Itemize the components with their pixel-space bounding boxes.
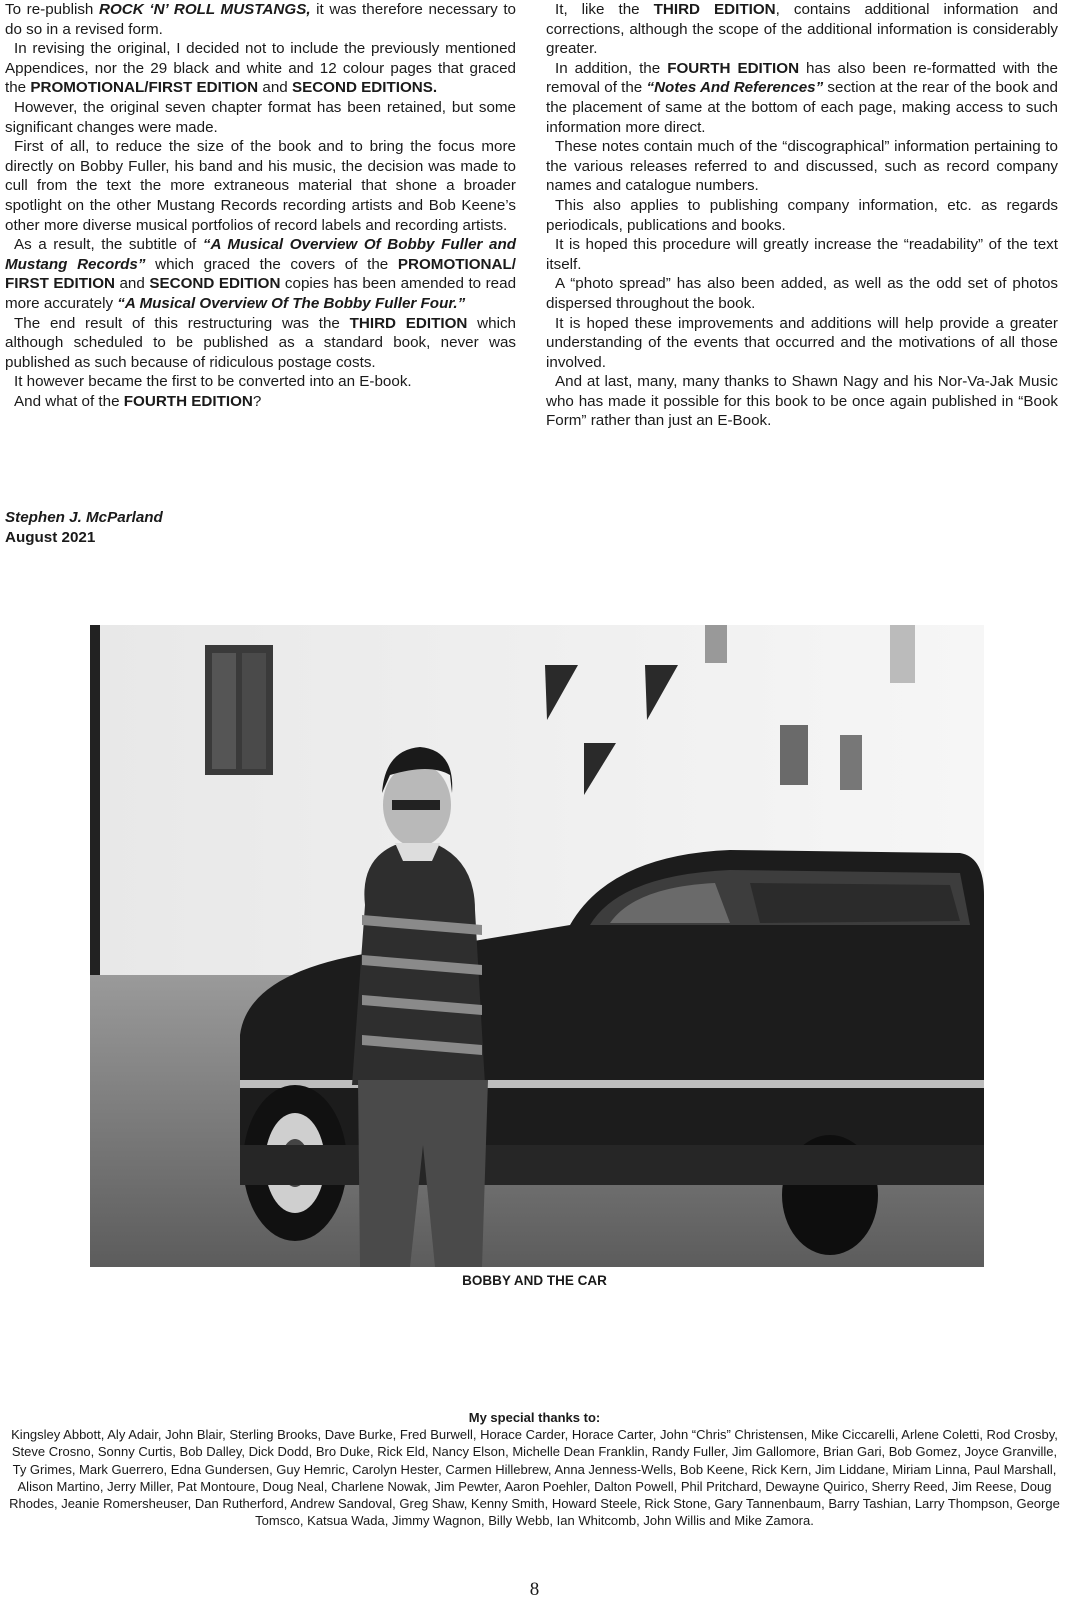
edition-name: THIRD EDITION	[653, 1, 776, 18]
paragraph	[5, 392, 516, 412]
page-number: 8	[529, 1579, 540, 1600]
text-run: section at the rear of the book and the placement of same at the bottom of each page, making access to such information more direct.	[546, 79, 1058, 136]
left-text-column	[5, 0, 516, 411]
text-run: And what of the	[14, 392, 124, 410]
paragraph: These notes contain much of the “discographical” information pertaining to the various releases referred to and discussed, such as record company names and catalogue numbers.	[546, 138, 1058, 195]
text-run: ?	[252, 392, 262, 410]
edition-name: FOURTH EDITION	[667, 59, 800, 77]
text-run: which graced the covers of the	[145, 255, 398, 273]
text-run: To re-publish	[5, 1, 100, 18]
edition-name: THIRD EDITION	[349, 314, 468, 332]
right-text-column	[546, 0, 1058, 431]
thanks-names: Kingsley Abbott, Aly Adair, John Blair, Sterling Brooks, Dave Burke, Fred Burwell, Horace Carder, Horace Carter, John “Chris” Christensen, Mike Ciccarelli, Arlene Coletti, Rod Crosby, Steve Crosno, Sonny Curtis, Bob Dalley, Dick Dodd, Bro Duke, Rick Eld, Nancy Elson, Michelle Dean Franklin, Randy Fuller, Jim Gallomore, Brian Gari, Bob Gomez, Joyce Granville, Ty Grimes, Mark Guerrero, Edna Gundersen, Guy Hemric, Carolyn Hester, Carmen Hillebrew, Anna Jenness-Wells, Bob Keene, Rick Kern, Jim Liddane, Miriam Linna, Paul Marshall, Alison Martino, Jerry Miller, Pat Montoure, Doug Neal, Charlene Nowak, Jim Pewter, Aaron Poehler, Dalton Powell, Phil Pritchard, Dewayne Quirico, Sherry Reed, Jim Reese, Doug Rhodes, Jeanie Romersheuser, Dan Rutherford, Andrew Sandoval, Greg Shaw, Kenny Smith, Howard Steele, Rick Stone, Gary Tannenbaum, Barry Tashian, Larry Thompson, George Tomsco, Katsua Wada, Jimmy Wagnon, Billy Webb, Ian Whitcomb, John Willis and Mike Zamora.	[9, 1427, 1060, 1529]
text-run: which although scheduled to be published as a standard book, never was published as such because of ridiculous postage costs.	[5, 314, 516, 371]
paragraph	[5, 235, 516, 313]
book-title: ROCK ‘N’ ROLL MUSTANGS,	[99, 1, 311, 18]
paragraph: It however became the first to be converted into an E-book.	[14, 373, 412, 391]
paragraph: And at last, many, many thanks to Shawn Nagy and his Nor-Va-Jak Music who has made it possible for this book to be once again published in “Book Form” rather than just an E-Book.	[546, 373, 1058, 430]
author-name: Stephen J. McParland	[5, 509, 163, 526]
paragraph	[546, 0, 1058, 59]
section-title-quote: “Notes And References”	[646, 79, 824, 97]
paragraph	[5, 314, 516, 373]
text-run: In addition, the	[555, 59, 668, 77]
paragraph: However, the original seven chapter format has been retained, but some significant changes were made.	[5, 98, 516, 136]
edition-name: SECOND EDITIONS.	[291, 79, 438, 97]
special-thanks	[8, 1409, 1061, 1529]
edition-name: PROMOTIONAL/FIRST EDITION	[30, 79, 259, 97]
text-run: , contains additional information and corrections, although the scope of the additional information is considerably greater.	[546, 1, 1058, 58]
text-run: In revising the original, I decided not to include the previously mentioned Appendices, nor the 29 black and white and 12 colour pages that graced the	[5, 40, 516, 97]
author-signature	[5, 508, 163, 547]
paragraph: This also applies to publishing company information, etc. as regards periodicals, publications and books.	[546, 196, 1058, 234]
paragraph: First of all, to reduce the size of the book and to bring the focus more directly on Bobby Fuller, his band and his music, the decision was made to cull from the text the more extraneous material that shone a broader spotlight on the other Mustang Records recording artists and Bob Keene’s other more diverse musical portfolios of record labels and recording artists.	[5, 138, 516, 234]
text-run: copies has been amended to read more accurately	[5, 275, 517, 312]
text-run: It, like the	[555, 1, 654, 18]
paragraph	[546, 59, 1058, 137]
paragraph: It is hoped these improvements and additions will help provide a greater understanding of the events that occurred and the motivations of all those involved.	[546, 314, 1058, 371]
text-run: and	[258, 79, 292, 97]
bobby-and-the-car-photo	[90, 625, 984, 1267]
text-run: has also been re-formatted with the removal of the	[546, 59, 1059, 97]
edition-name: SECOND EDITION	[149, 275, 281, 293]
photo-illustration	[90, 625, 984, 1267]
photo-caption: BOBBY AND THE CAR	[462, 1273, 607, 1288]
text-run: and	[114, 275, 150, 293]
edition-name: FOURTH EDITION	[123, 392, 253, 410]
edition-name: PROMOTIONAL/ FIRST EDITION	[5, 255, 516, 293]
paragraph: A “photo spread” has also been added, as well as the odd set of photos dispersed throughout the book.	[546, 275, 1058, 312]
text-run: The end result of this restructuring was the	[14, 314, 350, 332]
subtitle-quote: “A Musical Overview Of The Bobby Fuller Four.”	[117, 294, 466, 312]
text-run: As a result, the subtitle of	[14, 236, 203, 254]
paragraph	[5, 0, 516, 39]
signature-date: August 2021	[5, 528, 96, 546]
paragraph	[5, 39, 516, 98]
text-run: it was therefore necessary to do so in a revised form.	[5, 1, 517, 38]
thanks-heading: My special thanks to:	[468, 1410, 601, 1425]
paragraph: It is hoped this procedure will greatly increase the “readability” of the text itself.	[546, 236, 1058, 273]
subtitle-quote: “A Musical Overview Of Bobby Fuller and Mustang Records”	[5, 236, 516, 273]
